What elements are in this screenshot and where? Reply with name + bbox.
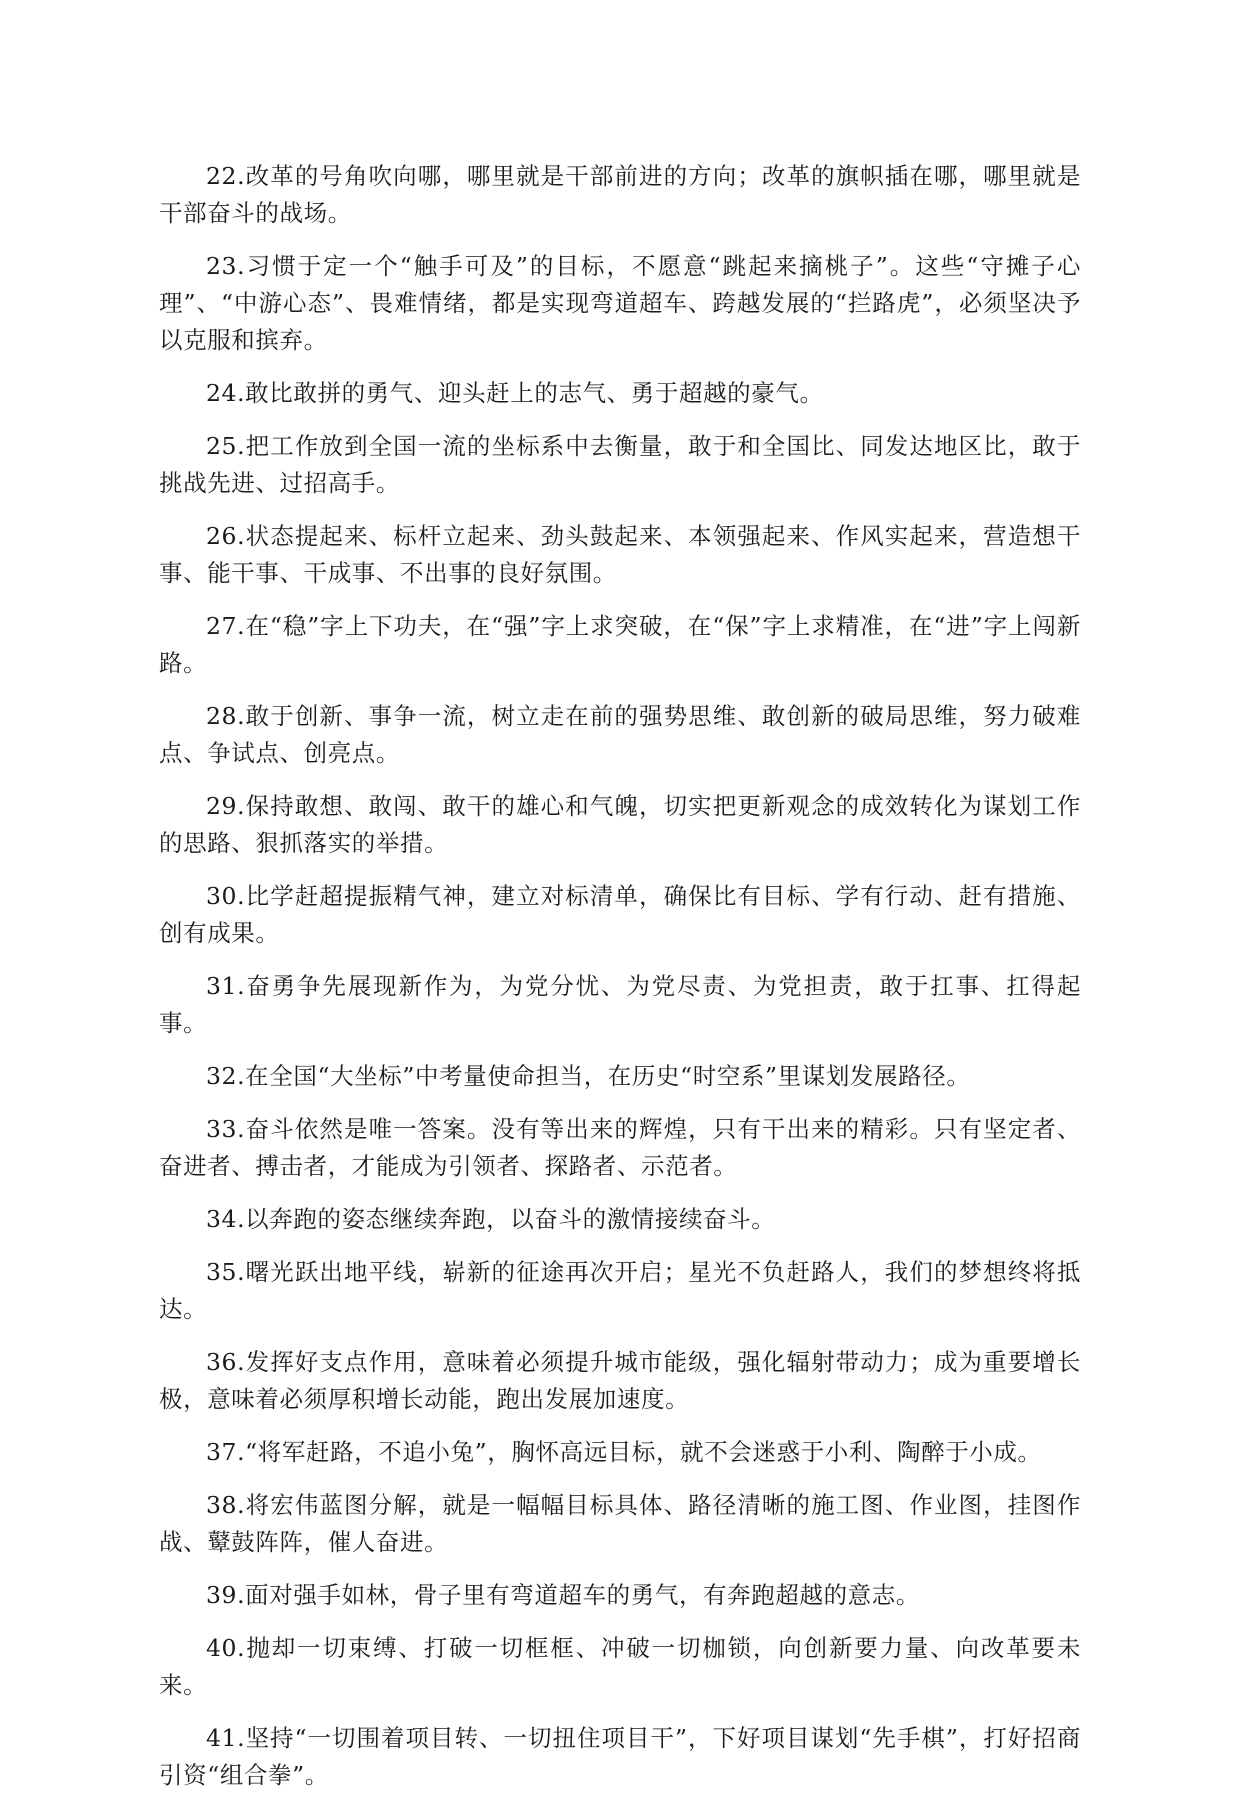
paragraph-33: 33.奋斗依然是唯一答案。没有等出来的辉煌，只有干出来的精彩。只有坚定者、奋进者、搏击者，才能成为引领者、探路者、示范者。 xyxy=(159,1115,1081,1180)
paragraph-39: 39.面对强手如林，骨子里有弯道超车的勇气，有奔跑超越的意志。 xyxy=(206,1581,920,1609)
paragraph-34: 34.以奔跑的姿态继续奔跑，以奋斗的激情接续奋斗。 xyxy=(206,1205,776,1233)
paragraph-27: 27.在“稳”字上下功夫，在“强”字上求突破，在“保”字上求精准，在“进”字上闯新路。 xyxy=(159,612,1081,677)
paragraph-41: 41.坚持“一切围着项目转、一切扭住项目干”，下好项目谋划“先手棋”，打好招商引资“组合拳”。 xyxy=(159,1724,1081,1789)
paragraph-40: 40.抛却一切束缚、打破一切框框、冲破一切枷锁，向创新要力量、向改革要未来。 xyxy=(159,1634,1081,1699)
paragraph-25: 25.把工作放到全国一流的坐标系中去衡量，敢于和全国比、同发达地区比，敢于挑战先进、过招高手。 xyxy=(159,432,1081,497)
paragraph-23: 23.习惯于定一个“触手可及”的目标，不愿意“跳起来摘桃子”。这些“守摊子心理”、“中游心态”、畏难情绪，都是实现弯道超车、跨越发展的“拦路虎”，必须坚决予以克服和摈弃。 xyxy=(159,252,1081,354)
paragraph-31: 31.奋勇争先展现新作为，为党分忧、为党尽责、为党担责，敢于扛事、扛得起事。 xyxy=(159,972,1081,1037)
paragraph-28: 28.敢于创新、事争一流，树立走在前的强势思维、敢创新的破局思维，努力破难点、争试点、创亮点。 xyxy=(159,702,1081,767)
paragraph-32: 32.在全国“大坐标”中考量使命担当，在历史“时空系”里谋划发展路径。 xyxy=(206,1062,971,1090)
paragraph-24: 24.敢比敢拼的勇气、迎头赶上的志气、勇于超越的豪气。 xyxy=(206,379,824,407)
paragraph-35: 35.曙光跃出地平线，崭新的征途再次开启；星光不负赶路人，我们的梦想终将抵达。 xyxy=(159,1258,1081,1323)
paragraph-30: 30.比学赶超提振精气神，建立对标清单，确保比有目标、学有行动、赶有措施、创有成果。 xyxy=(159,882,1081,947)
paragraph-38: 38.将宏伟蓝图分解，就是一幅幅目标具体、路径清晰的施工图、作业图，挂图作战、鼙鼓阵阵，催人奋进。 xyxy=(159,1491,1081,1556)
paragraph-29: 29.保持敢想、敢闯、敢干的雄心和气魄，切实把更新观念的成效转化为谋划工作的思路、狠抓落实的举措。 xyxy=(159,792,1081,857)
paragraph-36: 36.发挥好支点作用，意味着必须提升城市能级，强化辐射带动力；成为重要增长极，意味着必须厚积增长动能，跑出发展加速度。 xyxy=(159,1348,1081,1413)
paragraph-37: 37.“将军赶路，不追小兔”，胸怀高远目标，就不会迷惑于小利、陶醉于小成。 xyxy=(206,1438,1042,1466)
paragraph-26: 26.状态提起来、标杆立起来、劲头鼓起来、本领强起来、作风实起来，营造想干事、能干事、干成事、不出事的良好氛围。 xyxy=(159,522,1081,587)
paragraph-22: 22.改革的号角吹向哪，哪里就是干部前进的方向；改革的旗帜插在哪，哪里就是干部奋斗的战场。 xyxy=(159,162,1081,227)
